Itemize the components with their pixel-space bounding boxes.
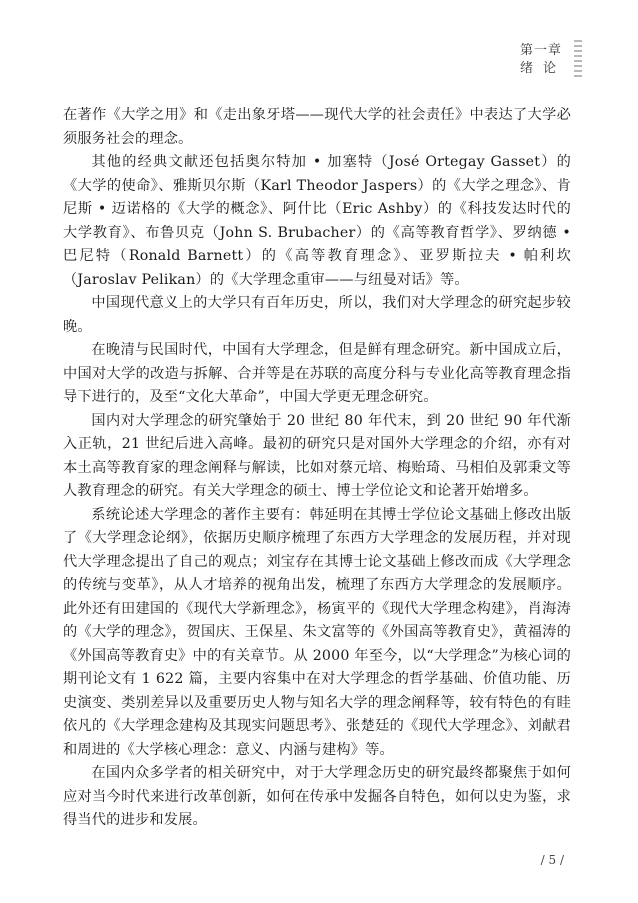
running-header — [520, 42, 566, 78]
paragraph: 系统论述大学理念的著作主要有：韩延明在其博士学位论文基础上修改出版了《大学理念论纲》，依据历史顺序梳理了东西方大学理念的发展历程，并对现代大学理念提出了自己的观点；刘宝存在其博士论文基础上修改而成《大学理念的传统与变革》，从人才培养的视角出发，梳理了东西方大学理念的发展顺序。此外还有田建国的《现代大学新理念》，杨寅平的《现代大学理念构建》，肖海涛的《大学的理念》，贺国庆、王保星、朱文富等的《外国高等教育史》，黄福涛的《外国高等教育史》中的有关章节。从 2000 年至今，以“大学理念”为核心词的期刊论文有 1 622 篇，主要内容集中在对大学理念的哲学基础、价值功能、历史演变、类别差异以及重要历史人物与知名大学的理念阐释等，较有特色的有眭依凡的《大学理念建构及其现实问题思考》、张楚廷的《现代大学理念》、刘献君和周进的《大学核心理念：意义、内涵与建构》等。 — [63, 506, 571, 758]
paragraph: 国内对大学理念的研究肇始于 20 世纪 80 年代末，到 20 世纪 90 年代渐入正轨，21 世纪后进入高峰。最初的研究只是对国外大学理念的介绍，亦有对本土高等教育家的理念阐释与解读，比如对蔡元培、梅贻琦、马相伯及郭秉文等人教育理念的研究。有关大学理念的硕士、博士学位论文和论著开始增多。 — [63, 412, 571, 499]
paragraph: 其他的经典文献还包括奥尔特加 • 加塞特（José Ortegay Gasset）的《大学的使命》、雅斯贝尔斯（Karl Theodor Jaspers）的《大学之理念》、肯尼斯 • 迈诺格的《大学的概念》、阿什比（Eric Ashby）的《科技发达时代的大学教育》、布鲁贝克（John S. Brubacher）的《高等教育哲学》、罗纳德 • 巴尼特（Ronald Barnett）的《高等教育理念》、亚罗斯拉夫 • 帕利坎（Jaroslav Pelikan）的《大学理念重审——与纽曼对话》等。 — [63, 154, 571, 288]
body-text — [63, 104, 571, 833]
paragraph: 在国内众多学者的相关研究中，对于大学理念历史的研究最终都聚焦于如何应对当今时代来进行改革创新，如何在传承中发掘各自特色，如何以史为鉴，求得当代的进步和发展。 — [63, 765, 571, 828]
chapter-number: 第一章 — [519, 43, 562, 58]
paragraph: 中国现代意义上的大学只有百年历史，所以，我们对大学理念的研究起步较晚。 — [63, 295, 571, 335]
header-ornament — [574, 40, 582, 80]
paragraph: 在晚清与民国时代，中国有大学理念，但是鲜有理念研究。新中国成立后，中国对大学的改造与拆解、合并等是在苏联的高度分科与专业化高等教育理念指导下进行的，及至“文化大革命”，中国大学更无理念研究。 — [63, 342, 571, 405]
page-number: / 5 / — [540, 853, 564, 867]
chapter-title: 绪论 — [519, 61, 566, 76]
paragraph-continued: 在著作《大学之用》和《走出象牙塔——现代大学的社会责任》中表达了大学必须服务社会的理念。 — [63, 107, 571, 147]
